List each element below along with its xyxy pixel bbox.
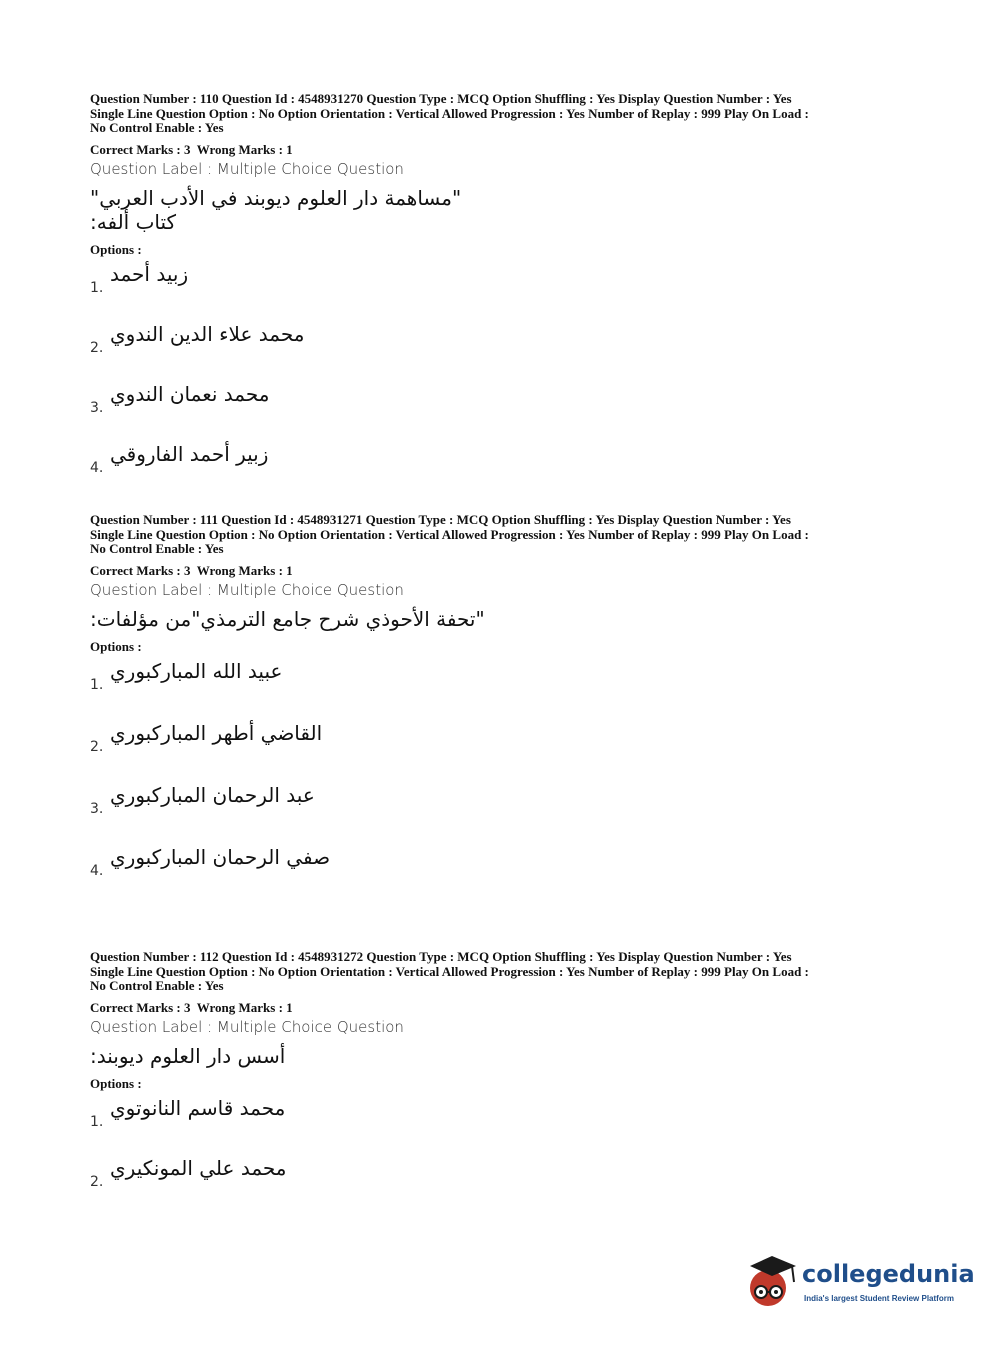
- question-text: "تحفة الأحوذي شرح جامع الترمذي"من مؤلفات:: [90, 606, 485, 631]
- option-number: 1.: [90, 279, 104, 296]
- option-number: 2.: [90, 339, 104, 356]
- question-block-111: [90, 513, 920, 903]
- question-block-110: [90, 92, 920, 498]
- option-number: 4.: [90, 862, 104, 879]
- brand-name: collegedunia: [802, 1260, 975, 1288]
- question-meta: Question Number : 110 Question Id : 4548931270 Question Type : MCQ Option Shuffling : Yes Display Question Number : Yes Single Line Question Option : No Option Orientation : Vertical Allowed Progression : Yes Number of Replay : 999 Play On Load : No Control Enable : Yes: [90, 91, 809, 135]
- options-heading: Options :: [90, 638, 142, 654]
- option-text: القاضي أطهر المباركبوري: [110, 720, 323, 745]
- options-heading: Options :: [90, 241, 142, 257]
- mascot-icon: [742, 1252, 800, 1312]
- option-item[interactable]: [90, 258, 920, 318]
- option-number: 1.: [90, 676, 104, 693]
- option-number: 4.: [90, 459, 104, 476]
- option-text: عبد الرحمان المباركبوري: [110, 782, 315, 807]
- option-item[interactable]: [90, 779, 920, 841]
- question-marks: Correct Marks : 3 Wrong Marks : 1: [90, 141, 293, 157]
- option-number: 3.: [90, 800, 104, 817]
- option-item[interactable]: [90, 378, 920, 438]
- option-item[interactable]: [90, 655, 920, 717]
- question-label: Question Label : Multiple Choice Question: [90, 159, 404, 178]
- option-number: 1.: [90, 1113, 104, 1130]
- option-item[interactable]: [90, 438, 920, 498]
- option-number: 3.: [90, 399, 104, 416]
- question-label: Question Label : Multiple Choice Question: [90, 1017, 404, 1036]
- question-block-112: [90, 950, 920, 1212]
- option-text: زبيد أحمد: [110, 261, 189, 286]
- option-text: محمد علي المونكيري: [110, 1155, 287, 1180]
- option-text: صفي الرحمان المباركبوري: [110, 844, 331, 869]
- question-label: Question Label : Multiple Choice Question: [90, 580, 404, 599]
- question-text: أسس دار العلوم ديوبند:: [90, 1043, 286, 1068]
- collegedunia-logo: [742, 1252, 975, 1312]
- option-number: 2.: [90, 738, 104, 755]
- option-item[interactable]: [90, 717, 920, 779]
- option-item[interactable]: [90, 1152, 920, 1212]
- option-item[interactable]: [90, 841, 920, 903]
- option-item[interactable]: [90, 318, 920, 378]
- option-text: زبير أحمد الفاروقي: [110, 441, 269, 466]
- options-heading: Options :: [90, 1075, 142, 1091]
- option-number: 2.: [90, 1173, 104, 1190]
- brand-tagline: India's largest Student Review Platform: [804, 1294, 954, 1303]
- option-text: محمد نعمان الندوي: [110, 381, 270, 406]
- option-item[interactable]: [90, 1092, 920, 1152]
- question-meta: Question Number : 112 Question Id : 4548931272 Question Type : MCQ Option Shuffling : Yes Display Question Number : Yes Single Line Question Option : No Option Orientation : Vertical Allowed Progression : Yes Number of Replay : 999 Play On Load : No Control Enable : Yes: [90, 949, 809, 993]
- question-marks: Correct Marks : 3 Wrong Marks : 1: [90, 562, 293, 578]
- option-text: محمد علاء الدين الندوي: [110, 321, 305, 346]
- question-marks: Correct Marks : 3 Wrong Marks : 1: [90, 999, 293, 1015]
- option-text: عبيد الله المباركبوري: [110, 658, 283, 683]
- question-meta: Question Number : 111 Question Id : 4548931271 Question Type : MCQ Option Shuffling : Yes Display Question Number : Yes Single Line Question Option : No Option Orientation : Vertical Allowed Progression : Yes Number of Replay : 999 Play On Load : No Control Enable : Yes: [90, 512, 809, 556]
- option-text: محمد قاسم النانوتوي: [110, 1095, 286, 1120]
- question-text: "مساهمة دار العلوم ديوبند في الأدب العربي" كتاب ألفه:: [90, 185, 462, 234]
